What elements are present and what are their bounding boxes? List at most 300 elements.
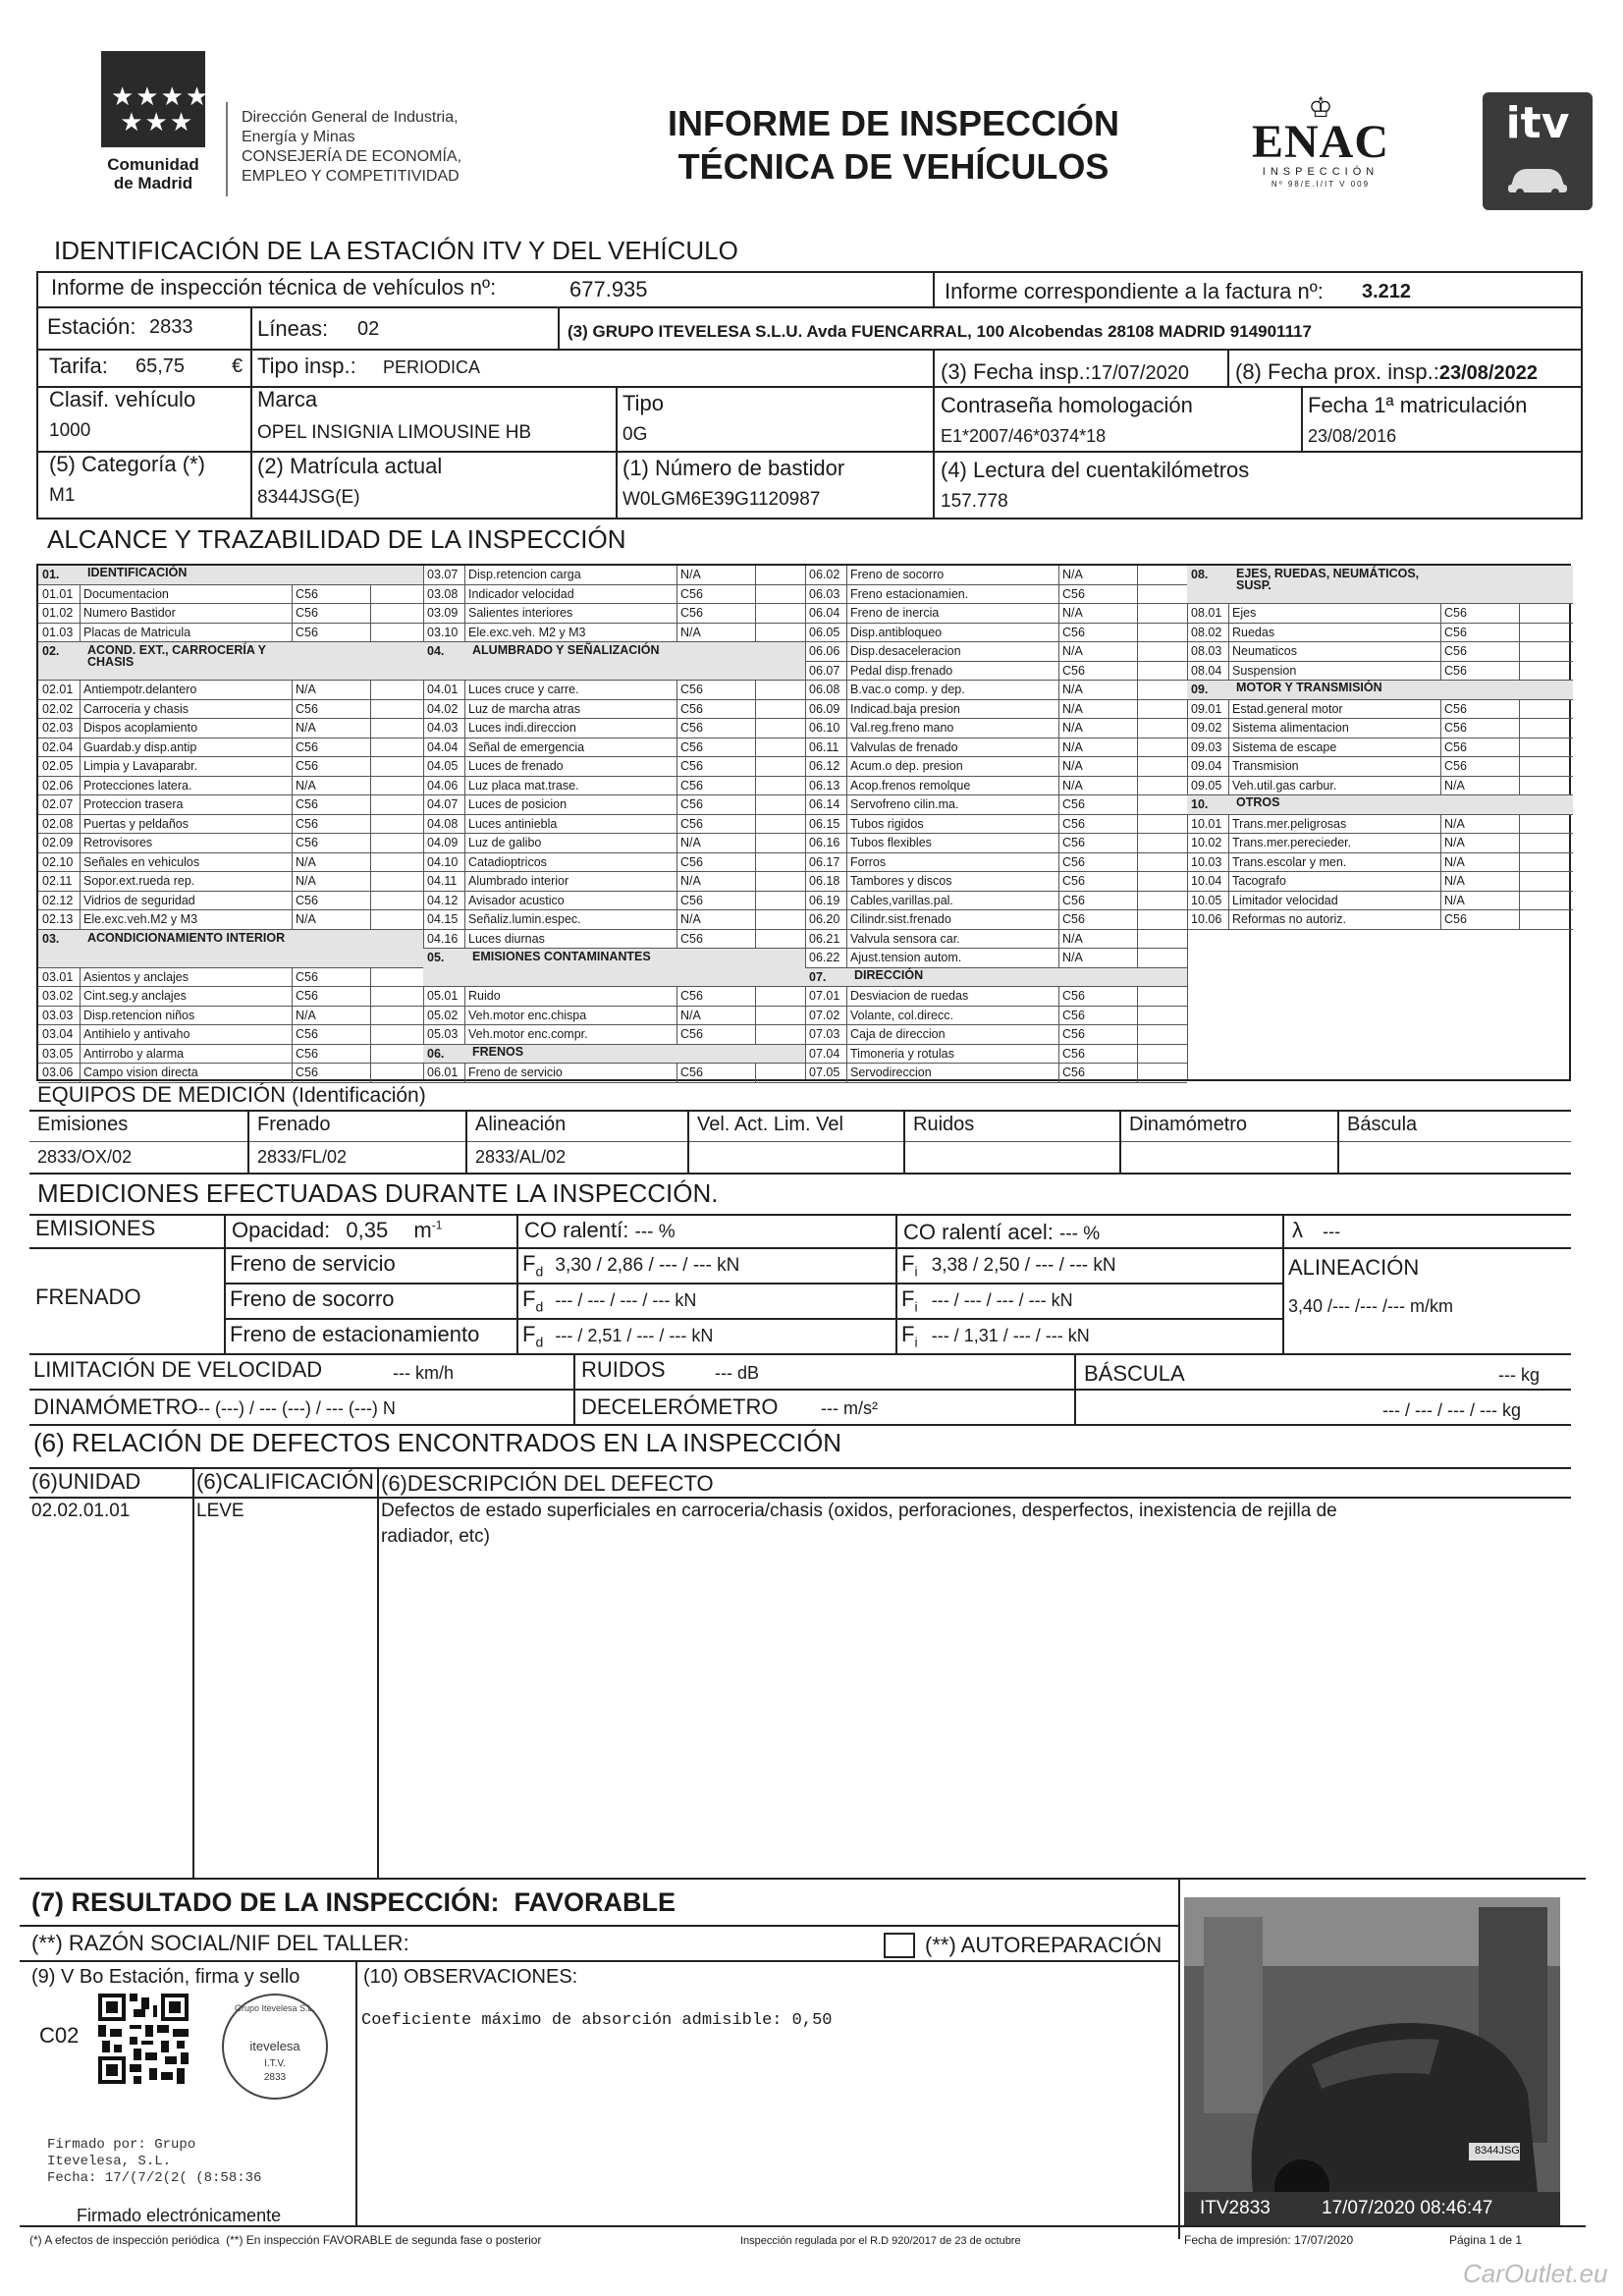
title-line1: INFORME DE INSPECCIÓN bbox=[667, 103, 1120, 143]
lines-value: 02 bbox=[357, 318, 380, 340]
scope-code: 04.09 bbox=[427, 836, 459, 849]
braking-label: FRENADO bbox=[35, 1285, 141, 1309]
speed-limit-label: LIMITACIÓN DE VELOCIDAD bbox=[33, 1357, 323, 1382]
scope-row bbox=[1187, 624, 1573, 643]
scope-row bbox=[423, 757, 805, 777]
decelerometer-label: DECELERÓMETRO bbox=[581, 1394, 779, 1419]
scope-name: Luz de galibo bbox=[468, 836, 542, 849]
workshop-label: (**) RAZÓN SOCIAL/NIF DEL TALLER: bbox=[31, 1931, 409, 1955]
scope-res: N/A bbox=[680, 1008, 701, 1022]
scope-name: Luces indi.direccion bbox=[468, 721, 576, 735]
dept-line2: Energía y Minas bbox=[242, 129, 355, 145]
scope-row bbox=[805, 566, 1187, 585]
scope-name: ACONDICIONAMIENTO INTERIOR bbox=[87, 930, 286, 945]
category-label: (5) Categoría (*) bbox=[49, 452, 205, 476]
parking-brake-label: Freno de estacionamiento bbox=[230, 1322, 480, 1346]
equipment-cell bbox=[687, 1110, 903, 1173]
scope-res: C56 bbox=[1444, 663, 1467, 678]
scope-code: 06.21 bbox=[809, 931, 840, 946]
scope-name: Protecciones latera. bbox=[83, 778, 192, 793]
watermark: CarOutlet.eu bbox=[1463, 2259, 1608, 2288]
vin-value: W0LGM6E39G1120987 bbox=[622, 489, 821, 510]
scope-res: N/A bbox=[1062, 759, 1083, 773]
scope-row bbox=[423, 795, 805, 815]
scope-code: 03.05 bbox=[42, 1046, 74, 1061]
scope-name: Servofreno cilin.ma. bbox=[850, 797, 959, 811]
stars-icon: ★★★★ ★★★ bbox=[111, 82, 211, 137]
scope-code: 02.06 bbox=[42, 778, 74, 793]
scope-row bbox=[805, 757, 1187, 777]
scope-name: Avisador acustico bbox=[468, 893, 565, 907]
scope-name: Luces antiniebla bbox=[468, 816, 558, 831]
equipment-value: 2833/AL/02 bbox=[475, 1147, 567, 1167]
scope-code: 06. bbox=[427, 1046, 445, 1061]
photo-caption-station: ITV2833 bbox=[1200, 2198, 1271, 2218]
scope-name: Freno de inercia bbox=[850, 606, 940, 620]
scope-row bbox=[38, 700, 423, 720]
scope-row bbox=[423, 585, 805, 605]
signed-line2: Itevelesa, S.L. bbox=[47, 2154, 172, 2169]
scope-res: N/A bbox=[1062, 951, 1083, 964]
scope-res: N/A bbox=[1062, 701, 1083, 716]
scope-name: IDENTIFICACIÓN bbox=[87, 566, 188, 579]
scope-name: Luces diurnas bbox=[468, 931, 545, 946]
scope-code: 02.08 bbox=[42, 816, 74, 831]
speed-limit-value: --- km/h bbox=[393, 1363, 454, 1383]
scope-row bbox=[38, 1064, 423, 1083]
scope-code: 02.12 bbox=[42, 893, 74, 907]
scope-code: 02. bbox=[42, 644, 60, 658]
report-number-label: Informe de inspección técnica de vehículos nº: bbox=[51, 275, 497, 300]
scope-code: 04.11 bbox=[427, 874, 458, 888]
title-line2: TÉCNICA DE VEHÍCULOS bbox=[677, 146, 1109, 187]
scope-code: 02.07 bbox=[42, 797, 74, 811]
scope-column bbox=[805, 566, 1187, 1079]
scope-column bbox=[423, 566, 805, 1079]
scope-row bbox=[38, 738, 423, 758]
scope-code: 02.09 bbox=[42, 836, 74, 849]
next-inspection-date: (8) Fecha prox. insp.:23/08/2022 bbox=[1235, 359, 1538, 384]
scope-row bbox=[805, 642, 1187, 662]
scope-row bbox=[38, 719, 423, 738]
org-name bbox=[96, 155, 210, 192]
scope-name: Suspension bbox=[1232, 663, 1297, 678]
stamp-itv: I.T.V. bbox=[264, 2058, 286, 2069]
scope-code: 04.07 bbox=[427, 797, 459, 811]
scope-code: 08.02 bbox=[1191, 625, 1222, 639]
vin-label: (1) Número de bastidor bbox=[622, 456, 845, 480]
scope-name: Campo vision directa bbox=[83, 1066, 198, 1079]
scope-row bbox=[1187, 662, 1573, 682]
scope-row bbox=[805, 930, 1187, 950]
itv-logo-text: itv bbox=[1505, 98, 1570, 148]
invoice-label: Informe correspondiente a la factura nº: bbox=[945, 279, 1324, 303]
scope-name: MOTOR Y TRANSMISIÓN bbox=[1236, 681, 1382, 694]
scope-res: N/A bbox=[1444, 854, 1465, 869]
scope-row bbox=[38, 968, 423, 988]
parking-fd: $F_d$ --- / 2,51 / --- / --- kN bbox=[522, 1322, 714, 1350]
scope-code: 08.04 bbox=[1191, 663, 1222, 678]
scope-res: C56 bbox=[680, 1066, 703, 1079]
plate-label: (2) Matrícula actual bbox=[257, 454, 443, 478]
scope-name: Reformas no autoriz. bbox=[1232, 912, 1347, 926]
scope-row bbox=[1187, 642, 1573, 662]
scope-row bbox=[423, 624, 805, 643]
scope-row bbox=[805, 681, 1187, 700]
scope-name: Señaliz.lumin.espec. bbox=[468, 912, 581, 926]
scope-row bbox=[423, 815, 805, 835]
scope-code: 02.05 bbox=[42, 759, 74, 773]
scope-name: Trans.mer.perecieder. bbox=[1232, 836, 1352, 849]
scope-name: Veh.util.gas carbur. bbox=[1232, 778, 1337, 793]
scope-row bbox=[1187, 738, 1573, 758]
scope-res: C56 bbox=[1062, 836, 1085, 849]
defects-section-title: (6) RELACIÓN DE DEFECTOS ENCONTRADOS EN LA INSPECCIÓN bbox=[33, 1428, 841, 1457]
scope-name: Proteccion trasera bbox=[83, 797, 184, 811]
scope-row bbox=[423, 910, 805, 930]
photo-plate: 8344JSG bbox=[1475, 2145, 1520, 2157]
scope-row bbox=[423, 566, 805, 585]
scope-res: N/A bbox=[1444, 816, 1465, 831]
scope-code: 06.17 bbox=[809, 854, 840, 869]
scope-code: 01.03 bbox=[42, 625, 74, 639]
scope-name: Acum.o dep. presion bbox=[850, 759, 963, 773]
scope-name: Tambores y discos bbox=[850, 874, 952, 888]
scope-res: N/A bbox=[1062, 568, 1083, 581]
scope-name: Pedal disp.frenado bbox=[850, 663, 953, 678]
org-name-line1: Comunidad bbox=[107, 155, 199, 174]
scope-name: Trans.mer.peligrosas bbox=[1232, 816, 1347, 831]
scope-name: OTROS bbox=[1236, 795, 1280, 809]
dept-line1: Dirección General de Industria, bbox=[242, 109, 459, 126]
dynamometer-label: DINAMÓMETRO bbox=[33, 1394, 198, 1419]
scope-res: C56 bbox=[680, 797, 703, 811]
scope-res: N/A bbox=[296, 854, 316, 869]
co-idle-accelerated: CO ralentí acel: --- % bbox=[903, 1220, 1101, 1244]
scope-name: Valvulas de frenado bbox=[850, 739, 958, 754]
identification-section-title: IDENTIFICACIÓN DE LA ESTACIÓN ITV Y DEL VEHÍCULO bbox=[54, 236, 738, 265]
scope-name: Cilindr.sist.frenado bbox=[850, 912, 951, 926]
enac-sub: INSPECCIÓN bbox=[1262, 166, 1380, 178]
brand-label: Marca bbox=[257, 387, 318, 411]
scope-res: N/A bbox=[1444, 893, 1465, 907]
scope-res: N/A bbox=[1062, 683, 1083, 696]
scope-code: 05.01 bbox=[427, 989, 459, 1003]
scope-res: N/A bbox=[296, 683, 316, 696]
scope-row bbox=[805, 585, 1187, 605]
scope-name: Catadioptricos bbox=[468, 854, 547, 869]
scope-row bbox=[423, 853, 805, 873]
scope-row bbox=[423, 1064, 805, 1083]
scope-code: 06.10 bbox=[809, 721, 840, 735]
scope-name: ALUMBRADO Y SEÑALIZACIÓN bbox=[472, 643, 660, 657]
scope-code: 07.04 bbox=[809, 1046, 840, 1061]
scope-code: 04.02 bbox=[427, 701, 459, 716]
scope-name: Alumbrado interior bbox=[468, 874, 569, 888]
scope-row bbox=[1187, 872, 1573, 892]
scope-name: EJES, RUEDAS, NEUMÁTICOS, SUSP. bbox=[1236, 567, 1420, 592]
scope-res: C56 bbox=[1062, 625, 1085, 639]
scope-row bbox=[423, 1025, 805, 1045]
scope-row bbox=[38, 1025, 423, 1045]
service-brake-label: Freno de servicio bbox=[230, 1251, 396, 1276]
scope-row bbox=[38, 795, 423, 815]
footer-regulation: Inspección regulada por el R.D 920/2017 de 23 de octubre bbox=[740, 2235, 1021, 2247]
scope-name: Volante, col.direcc. bbox=[850, 1008, 953, 1022]
scope-code: 02.02 bbox=[42, 701, 74, 716]
scope-res: C56 bbox=[680, 739, 703, 754]
scope-res: C56 bbox=[680, 683, 703, 696]
scope-name: Freno de servicio bbox=[468, 1066, 563, 1079]
scope-name: Tubos rigidos bbox=[850, 816, 924, 831]
scope-name: Disp.antibloqueo bbox=[850, 625, 943, 639]
scope-name: Carroceria y chasis bbox=[83, 701, 189, 716]
scope-row bbox=[38, 624, 423, 643]
scope-res: N/A bbox=[296, 721, 316, 735]
scope-code: 07. bbox=[809, 969, 827, 984]
scale-value: --- kg bbox=[1498, 1365, 1540, 1385]
scope-row bbox=[1187, 834, 1573, 853]
scope-name: Señal de emergencia bbox=[468, 739, 585, 754]
scope-code: 04.03 bbox=[427, 721, 459, 735]
scope-res: C56 bbox=[296, 586, 318, 601]
alignment-label: ALINEACIÓN bbox=[1288, 1255, 1420, 1280]
scope-res: C56 bbox=[680, 721, 703, 735]
scope-section-title: ALCANCE Y TRAZABILIDAD DE LA INSPECCIÓN bbox=[47, 524, 626, 554]
first-registration-label: Fecha 1ª matriculación bbox=[1308, 393, 1528, 417]
scope-row bbox=[805, 700, 1187, 720]
scope-res: N/A bbox=[296, 1008, 316, 1022]
scope-res: C56 bbox=[1444, 644, 1467, 658]
defects-col-rating: (6)CALIFICACIÓN bbox=[196, 1469, 374, 1494]
scope-name: Disp.retencion carga bbox=[468, 568, 581, 581]
scope-row bbox=[805, 662, 1187, 682]
scope-res: C56 bbox=[1444, 701, 1467, 716]
self-repair-checkbox[interactable] bbox=[884, 1933, 915, 1958]
noise-value: --- dB bbox=[715, 1363, 759, 1383]
scope-name: FRENOS bbox=[472, 1044, 524, 1059]
lambda: λ --- bbox=[1292, 1218, 1341, 1242]
equipment-label: Emisiones bbox=[37, 1114, 129, 1135]
result-heading: (7) RESULTADO DE LA INSPECCIÓN: FAVORABLE bbox=[31, 1887, 676, 1917]
scope-row bbox=[38, 1007, 423, 1026]
self-repair-label: (**) AUTOREPARACIÓN bbox=[925, 1933, 1163, 1957]
scope-res: N/A bbox=[1062, 778, 1083, 793]
scope-group-header bbox=[1187, 795, 1573, 815]
scope-row bbox=[805, 719, 1187, 738]
scope-row bbox=[805, 949, 1187, 968]
scope-code: 02.04 bbox=[42, 739, 74, 754]
scope-row bbox=[805, 604, 1187, 624]
scope-code: 04.15 bbox=[427, 912, 459, 926]
scope-res: C56 bbox=[680, 816, 703, 831]
scope-code: 01. bbox=[42, 568, 60, 581]
scope-name: Servodireccion bbox=[850, 1066, 932, 1079]
scope-name: DIRECCIÓN bbox=[854, 967, 924, 982]
scope-group-header bbox=[805, 968, 1187, 988]
stamp-number: 2833 bbox=[263, 2072, 287, 2083]
scope-code: 10.01 bbox=[1191, 816, 1222, 831]
crown-icon: ♔ bbox=[1308, 92, 1333, 123]
scope-name: Estad.general motor bbox=[1232, 701, 1343, 716]
scope-row bbox=[38, 853, 423, 873]
scope-res: C56 bbox=[1062, 1027, 1085, 1041]
odometer-value: 157.778 bbox=[941, 491, 1008, 512]
scope-name: Caja de direccion bbox=[850, 1027, 946, 1041]
scope-name: Veh.motor enc.chispa bbox=[468, 1008, 587, 1022]
scope-name: Sistema de escape bbox=[1232, 739, 1337, 754]
scope-row bbox=[423, 604, 805, 624]
footer-notes: (*) A efectos de inspección periódica (**) En inspección FAVORABLE de segunda fase o posterior bbox=[29, 2233, 542, 2247]
defects-col-unit: (6)UNIDAD bbox=[31, 1469, 141, 1494]
defect-description-line1: Defectos de estado superficiales en carroceria/chasis (oxidos, perforaciones, desperfectos, inexistencia de rejilla de bbox=[381, 1501, 1337, 1521]
scope-row bbox=[805, 795, 1187, 815]
scope-row bbox=[1187, 892, 1573, 911]
scope-code: 06.11 bbox=[809, 739, 839, 754]
defects-col-description: (6)DESCRIPCIÓN DEL DEFECTO bbox=[381, 1471, 714, 1496]
scope-code: 06.06 bbox=[809, 644, 840, 658]
scope-row bbox=[38, 1045, 423, 1065]
equipment-cell bbox=[1337, 1110, 1571, 1173]
scope-code: 09. bbox=[1191, 683, 1209, 696]
equipment-cell bbox=[1119, 1110, 1337, 1173]
scope-code: 03.06 bbox=[42, 1066, 74, 1079]
scale-axles-value: --- / --- / --- / --- kg bbox=[1382, 1400, 1521, 1420]
scope-name: Placas de Matricula bbox=[83, 625, 191, 639]
scope-group-header bbox=[423, 1045, 805, 1065]
scope-res: N/A bbox=[296, 912, 316, 926]
scope-name: Cint.seg.y anclajes bbox=[83, 989, 187, 1003]
scope-code: 06.15 bbox=[809, 816, 840, 831]
measurements-section-title: MEDICIONES EFECTUADAS DURANTE LA INSPECCIÓN. bbox=[37, 1178, 719, 1208]
scope-code: 06.14 bbox=[809, 797, 840, 811]
scope-row bbox=[38, 892, 423, 911]
scope-code: 10. bbox=[1191, 797, 1209, 811]
scope-row bbox=[423, 738, 805, 758]
scope-row bbox=[1187, 757, 1573, 777]
scope-name: Guardab.y disp.antip bbox=[83, 739, 197, 754]
scope-code: 04.04 bbox=[427, 739, 459, 754]
scope-res: C56 bbox=[1062, 989, 1085, 1003]
scope-res: N/A bbox=[680, 625, 701, 639]
scope-row bbox=[1187, 910, 1573, 930]
scope-code: 02.03 bbox=[42, 721, 74, 735]
scope-code: 06.05 bbox=[809, 625, 840, 639]
scope-row bbox=[423, 872, 805, 892]
equipment-label: Dinamómetro bbox=[1129, 1114, 1248, 1135]
opacity: Opacidad: 0,35 $m^{-1}$ bbox=[232, 1218, 443, 1242]
scope-name: Asientos y anclajes bbox=[83, 969, 189, 984]
classification-label: Clasif. vehículo bbox=[49, 387, 196, 411]
scope-code: 07.03 bbox=[809, 1027, 840, 1041]
scope-name: Señales en vehiculos bbox=[83, 854, 200, 869]
footer-page-number: Página 1 de 1 bbox=[1449, 2233, 1523, 2247]
scope-code: 04.06 bbox=[427, 778, 459, 793]
equipment-cell bbox=[247, 1110, 465, 1173]
stamp-brand: itevelesa bbox=[249, 2039, 300, 2053]
scope-row bbox=[805, 1007, 1187, 1026]
scope-code: 03.02 bbox=[42, 989, 74, 1003]
scope-group-header bbox=[38, 566, 423, 585]
scope-code: 06.04 bbox=[809, 606, 840, 620]
scope-res: C56 bbox=[1062, 854, 1085, 869]
scope-res: C56 bbox=[1062, 1046, 1085, 1061]
scope-name: Forros bbox=[850, 854, 887, 869]
scope-column bbox=[38, 566, 423, 1079]
type-label: Tipo bbox=[622, 391, 664, 415]
report-number-value: 677.935 bbox=[569, 277, 648, 301]
scope-res: C56 bbox=[296, 1027, 318, 1041]
scope-row bbox=[38, 872, 423, 892]
alignment-value: 3,40 /--- /--- /--- m/km bbox=[1288, 1296, 1453, 1316]
scope-code: 08.03 bbox=[1191, 644, 1222, 658]
scope-name: Numero Bastidor bbox=[83, 606, 176, 620]
scope-code: 06.13 bbox=[809, 778, 840, 793]
equipment-cell bbox=[903, 1110, 1119, 1173]
service-fd: $F_d$ 3,30 / 2,86 / --- / --- kN bbox=[522, 1251, 740, 1280]
scope-res: C56 bbox=[296, 797, 318, 811]
scope-code: 03.03 bbox=[42, 1008, 74, 1022]
scope-res: C56 bbox=[296, 739, 318, 754]
scope-res: C56 bbox=[680, 586, 703, 601]
scope-code: 04.16 bbox=[427, 931, 459, 946]
scope-row bbox=[38, 910, 423, 930]
first-registration-value: 23/08/2016 bbox=[1308, 426, 1397, 446]
scope-column bbox=[1187, 566, 1573, 1079]
enac-logo bbox=[1247, 92, 1394, 191]
scope-name: Cables,varillas.pal. bbox=[850, 893, 953, 907]
scope-name: Sistema alimentacion bbox=[1232, 721, 1349, 735]
scope-code: 03.07 bbox=[427, 568, 459, 581]
scope-code: 06.18 bbox=[809, 874, 840, 888]
scope-row bbox=[805, 777, 1187, 796]
scope-code: 06.03 bbox=[809, 586, 840, 601]
scope-name: Luces cruce y carre. bbox=[468, 683, 579, 696]
scope-res: C56 bbox=[1062, 663, 1085, 678]
scope-row bbox=[805, 1045, 1187, 1065]
scope-row bbox=[805, 892, 1187, 911]
digital-signature-block bbox=[47, 2137, 261, 2187]
enac-number: Nº 98/E.I/IT V 009 bbox=[1271, 180, 1371, 189]
scope-res: N/A bbox=[680, 912, 701, 926]
scope-name: Limitador velocidad bbox=[1232, 893, 1338, 907]
inspection-type-label: Tipo insp.: bbox=[257, 354, 356, 378]
scope-res: C56 bbox=[1062, 874, 1085, 888]
scope-res: C56 bbox=[1444, 606, 1467, 620]
scope-row bbox=[38, 585, 423, 605]
scope-group-header bbox=[423, 642, 805, 681]
scope-name: Luces de posicion bbox=[468, 797, 568, 811]
scope-name: Retrovisores bbox=[83, 836, 153, 849]
equipment-label: Ruidos bbox=[913, 1114, 975, 1135]
scope-name: Ajust.tension autom. bbox=[850, 951, 962, 964]
scope-res: C56 bbox=[1444, 721, 1467, 735]
scope-row bbox=[423, 719, 805, 738]
station-value: 2833 bbox=[149, 316, 193, 338]
inspection-date: (3) Fecha insp.:17/07/2020 bbox=[941, 359, 1189, 384]
brand-value: OPEL INSIGNIA LIMOUSINE HB bbox=[257, 422, 532, 443]
scope-res: N/A bbox=[680, 836, 701, 849]
scope-code: 02.01 bbox=[42, 683, 74, 696]
equipment-value: 2833/FL/02 bbox=[257, 1147, 348, 1167]
scope-res: C56 bbox=[1062, 816, 1085, 831]
scope-res: C56 bbox=[296, 989, 318, 1003]
signed-electronically: Firmado electrónicamente bbox=[77, 2206, 282, 2225]
service-fi: $F_i$ 3,38 / 2,50 / --- / --- kN bbox=[901, 1251, 1116, 1280]
emergency-fi: $F_i$ --- / --- / --- / --- kN bbox=[901, 1286, 1073, 1315]
scope-name: Transmision bbox=[1232, 759, 1299, 773]
scope-row bbox=[805, 738, 1187, 758]
